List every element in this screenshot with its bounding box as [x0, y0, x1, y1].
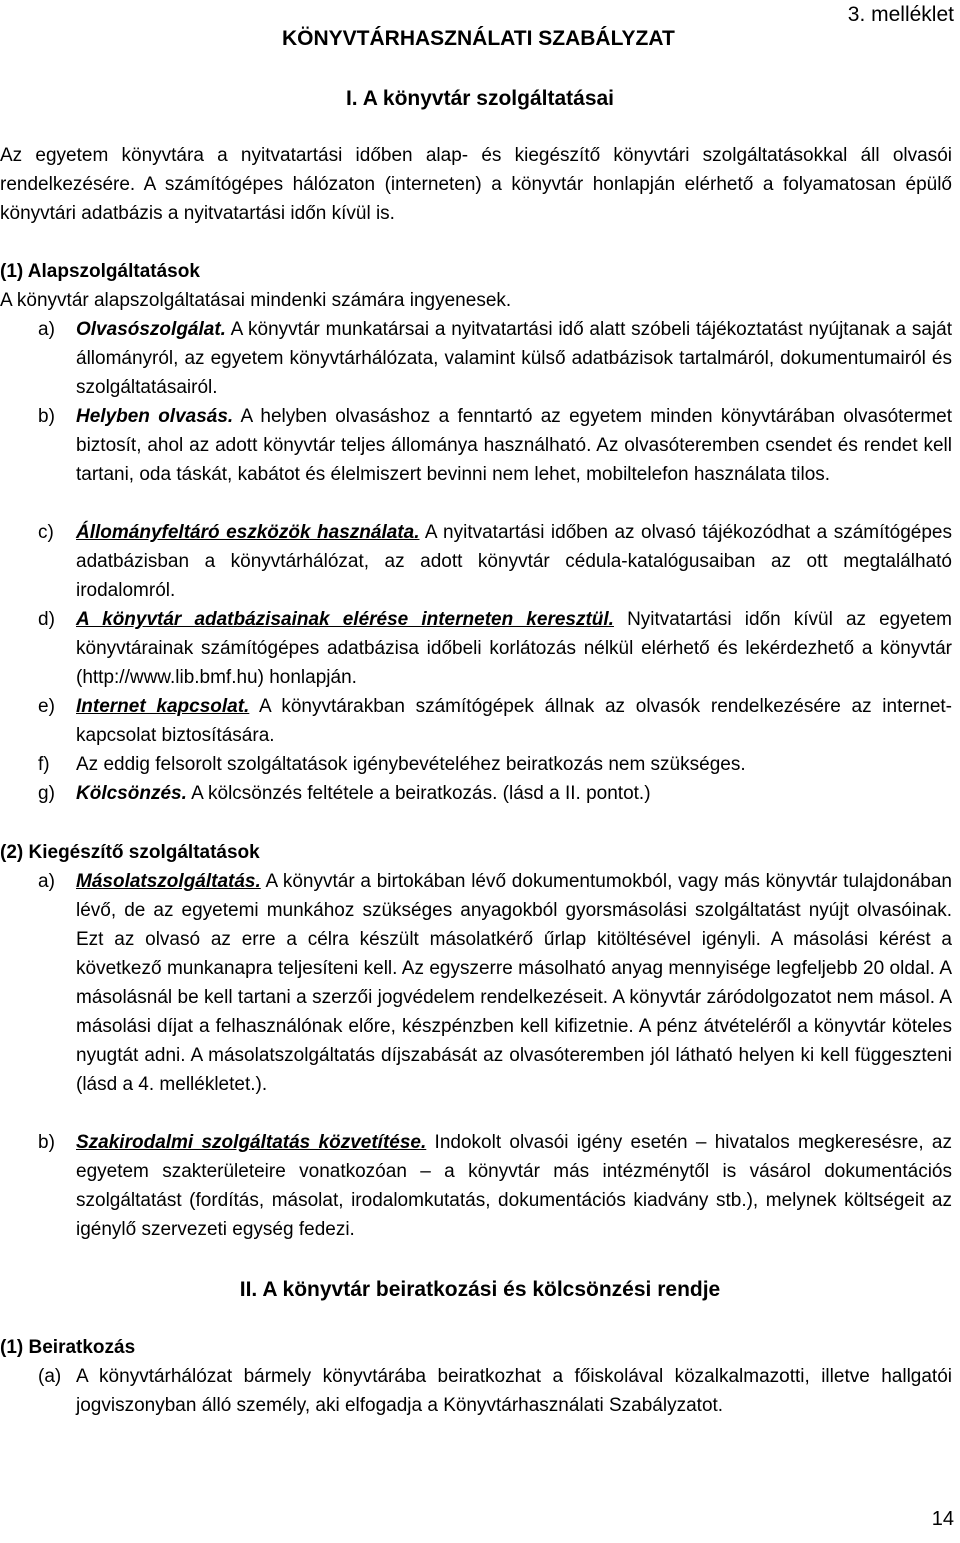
list-item-b: [38, 402, 952, 489]
list-item-e: [38, 692, 952, 750]
item-text: A nyitvatartási időben az olvasó tájékozódhat a számítógépes adatbázisban a könyvtárhálózat, az adott könyvtár cédula-katalógusaiban az ott megtalálható irodalomról.: [76, 522, 952, 601]
document-title: KÖNYVTÁRHASZNÁLATI SZABÁLYZAT: [282, 27, 675, 50]
list-label: a): [38, 319, 55, 340]
enrollment-heading: (1) Beiratkozás: [0, 1337, 136, 1358]
item-title: Állományfeltáró eszközök használata.: [76, 522, 420, 543]
enrollment-item-a: [38, 1362, 952, 1420]
list-label: c): [38, 522, 54, 543]
item-title: Olvasószolgálat.: [76, 319, 226, 340]
list-item-f: [38, 750, 952, 779]
page-number: 14: [931, 1508, 954, 1530]
item-text: A könyvtárhálózat bármely könyvtárába beiratkozhat a főiskolával közalkalmazotti, illetve hallgatói jogviszonyban álló személy, aki elfogadja a Könyvtárhasználati Szabályzatot.: [76, 1366, 952, 1416]
list-label: b): [38, 406, 55, 427]
item-text: Az eddig felsorolt szolgáltatások igénybevételéhez beiratkozás nem szükséges.: [76, 754, 746, 775]
list-item-a: [38, 315, 952, 402]
item-text: A könyvtár munkatársai a nyitvatartási idő alatt szóbeli tájékoztatást nyújtanak a saját állományról, az egyetem könyvtárhálózata, valamint külső adatbázisok tartalmáról, dokumentumairól és szolgáltatásairól.: [76, 319, 952, 398]
supplementary-item-a: [38, 867, 952, 1099]
basic-services-lead: A könyvtár alapszolgáltatásai mindenki számára ingyenesek.: [0, 290, 512, 311]
section-1-heading: I. A könyvtár szolgáltatásai: [345, 87, 615, 110]
section-2-heading: II. A könyvtár beiratkozási és kölcsönzési rendje: [239, 1278, 721, 1301]
item-text: Indokolt olvasói igény esetén – hivatalos megkeresésre, az egyetem szakterületeire vonatkozóan – a könyvtár más intézménytől is vásárol dokumentációs szolgáltatást (fordítás, másolat, irodalomkutatás, dokumentációs kiadvány stb.), melynek költségeit az igénylő szervezeti egység fedezi.: [76, 1132, 952, 1240]
list-label: b): [38, 1132, 55, 1153]
item-title: Szakirodalmi szolgáltatás közvetítése.: [76, 1132, 427, 1153]
list-item-d: [38, 605, 952, 692]
item-text: A helyben olvasáshoz a fenntartó az egyetem minden könyvtárában olvasótermet biztosít, ahol az adott könyvtár teljes állománya használható. Az olvasóteremben csendet és rendet kell tartani, oda táskát, kabátot és élelmiszert bevinni nem lehet, mobiltelefon használata tilos.: [76, 406, 952, 485]
list-label: e): [38, 696, 55, 717]
supplementary-item-b: [38, 1128, 952, 1244]
supplementary-services-heading: (2) Kiegészítő szolgáltatások: [0, 842, 260, 863]
list-label: g): [38, 783, 55, 804]
list-label: d): [38, 609, 55, 630]
item-title: Másolatszolgáltatás.: [76, 871, 261, 892]
basic-services-heading: (1) Alapszolgáltatások: [0, 261, 200, 282]
item-title: Kölcsönzés.: [76, 783, 187, 804]
item-title: A könyvtár adatbázisainak elérése interneten keresztül.: [76, 609, 614, 630]
annex-label: 3. melléklet: [847, 3, 954, 26]
item-title: Internet kapcsolat.: [76, 696, 250, 717]
list-item-g: [38, 779, 952, 808]
item-text: A kölcsönzés feltétele a beiratkozás. (lásd a II. pontot.): [186, 783, 651, 804]
list-label: (a): [38, 1366, 62, 1387]
item-text: A könyvtár a birtokában lévő dokumentumokból, vagy más könyvtár tulajdonában lévő, de az egyetemi munkához szükséges anyagokból gyorsmásolási szolgáltatást nyújt olvasóinak. Ezt az olvasó az erre a célra készült másolatkérő űrlap kitöltésével igényli. A másolási kérést a következő munkanapra teljesíteni kell. Az egyszerre másolható anyag mennyisége legfeljebb 20 oldal. A másolásnál be kell tartani a szerzői jogvédelem rendelkezéseit. A könyvtár záródolgozatot nem másol. A másolási díjat a felhasználónak előre, készpénzben kell kifizetnie. A pénz átvételéről a könyvtár köteles nyugtát adni. A másolatszolgáltatás díjszabását az olvasóteremben jól látható helyen ki kell függeszteni (lásd a 4. mellékletet.).: [76, 871, 952, 1095]
list-item-c: [38, 518, 952, 605]
list-label: a): [38, 871, 55, 892]
item-title: Helyben olvasás.: [76, 406, 234, 427]
list-label: f): [38, 754, 50, 775]
item-text: Nyitvatartási időn kívül az egyetem könyvtárainak számítógépes adatbázisa időbeli korlátozás nélkül elérhető és lekérdezhető a könyvtár (http://www.lib.bmf.hu) honlapján.: [76, 609, 952, 688]
item-text: A könyvtárakban számítógépek állnak az olvasók rendelkezésére az internet-kapcsolat biztosítására.: [76, 696, 952, 746]
intro-paragraph: Az egyetem könyvtára a nyitvatartási időben alap- és kiegészítő könyvtári szolgáltatásokkal áll olvasói rendelkezésére. A számítógépes hálózaton (interneten) a könyvtár honlapján elérhető a folyamatosan épülő könyvtári adatbázis a nyitvatartási időn kívül is.: [0, 145, 952, 224]
